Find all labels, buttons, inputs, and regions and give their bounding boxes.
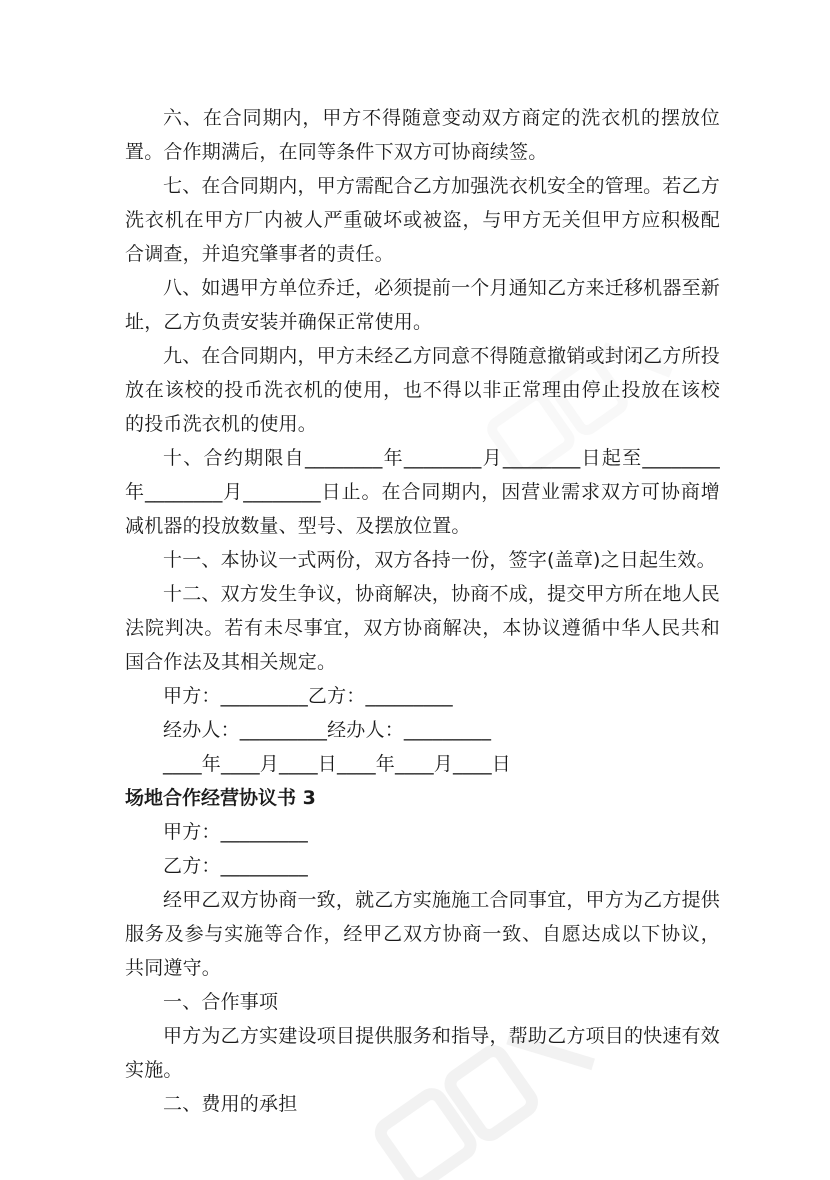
party-a-line: 甲方：_________ (163, 821, 308, 843)
section-title: 场地合作经营协议书 3 (125, 787, 316, 809)
signature-agents: 经办人：_________经办人：_________ (163, 719, 492, 741)
signature-dates: ____年____月____日____年____月____日 (163, 753, 512, 775)
clause-11: 十一、本协议一式两份，双方各持一份，签字(盖章)之日起生效。 (163, 549, 716, 571)
clause-10: 十、合约期限自________年________月________日起至________年________月________日止。在合同期内，因营业需求双方可协商增减机器的投放数量、型号、及摆放位置。 (125, 447, 720, 537)
clause-9: 九、在合同期内，甲方未经乙方同意不得随意撤销或封闭乙方所投放在该校的投币洗衣机的使用，也不得以非正常理由停止投放在该校的投币洗衣机的使用。 (125, 345, 720, 435)
clause-12: 十二、双方发生争议，协商解决，协商不成，提交甲方所在地人民法院判决。若有未尽事宜，双方协商解决，本协议遵循中华人民共和国合作法及其相关规定。 (125, 583, 720, 673)
clause-7: 七、在合同期内，甲方需配合乙方加强洗衣机安全的管理。若乙方洗衣机在甲方厂内被人严重破坏或被盗，与甲方无关但甲方应积极配合调查，并追究肇事者的责任。 (125, 175, 720, 265)
cooperation-paragraph: 甲方为乙方实建设项目提供服务和指导，帮助乙方项目的快速有效实施。 (125, 1025, 720, 1081)
section-heading-cooperation: 一、合作事项 (163, 991, 279, 1013)
document-body (125, 101, 720, 1121)
clause-6: 六、在合同期内，甲方不得随意变动双方商定的洗衣机的摆放位置。合作期满后，在同等条件下双方可协商续签。 (125, 107, 720, 163)
intro-paragraph: 经甲乙双方协商一致，就乙方实施施工合同事宜，甲方为乙方提供服务及参与实施等合作，经甲乙双方协商一致、自愿达成以下协议，共同遵守。 (125, 889, 720, 979)
section-heading-costs: 二、费用的承担 (163, 1093, 298, 1115)
clause-8: 八、如遇甲方单位乔迁，必须提前一个月通知乙方来迁移机器至新址，乙方负责安装并确保正常使用。 (125, 277, 720, 333)
signature-parties: 甲方：_________乙方：_________ (163, 685, 453, 707)
party-b-line: 乙方：_________ (163, 855, 308, 877)
